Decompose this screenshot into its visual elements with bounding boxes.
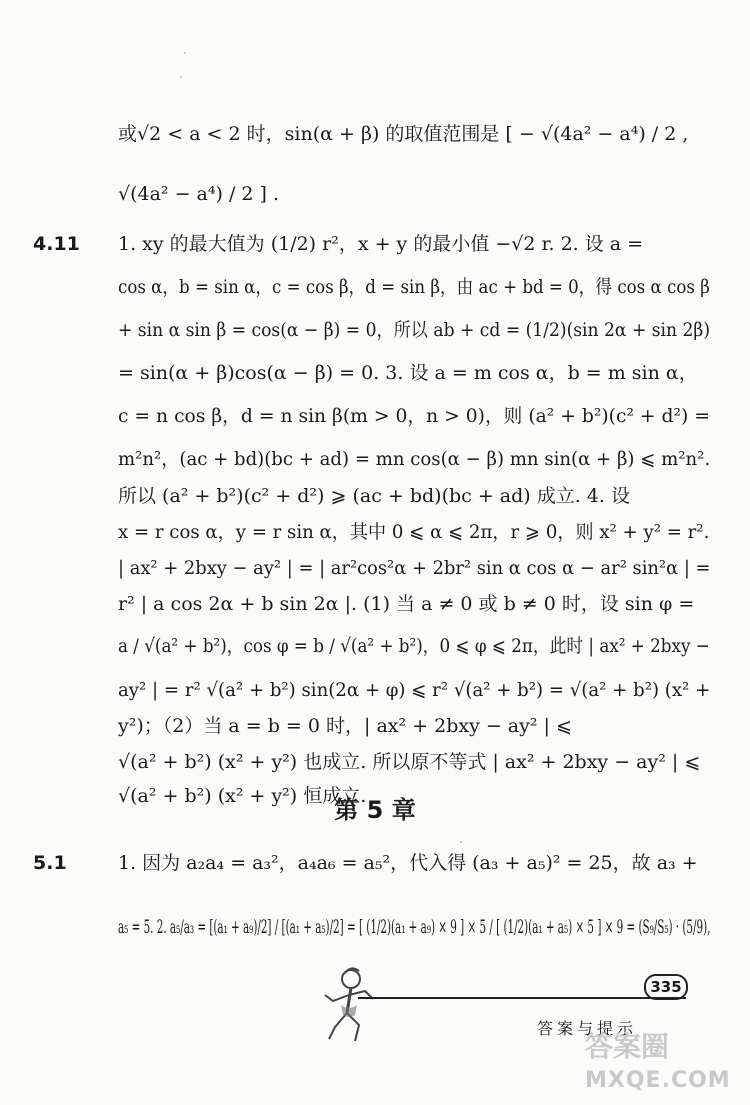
text-line: cos α，b = sin α，c = cos β，d = sin β，由 ac + bd = 0，得 cos α cos β: [118, 276, 710, 298]
text-line: x = r cos α，y = r sin α，其中 0 ⩽ α ⩽ 2π，r ⩾ 0，则 x² + y² = r².: [118, 521, 710, 543]
page-number: 335: [644, 974, 688, 1000]
watermark-logo: 答案圈 MXQE.COM: [585, 1030, 731, 1093]
section-number-5-1: 5.1: [33, 852, 67, 874]
print-speck: [184, 52, 186, 54]
section-number-4-11: 4.11: [33, 233, 80, 255]
text-line: c = n cos β，d = n sin β(m > 0，n > 0)，则 (a² + b²)(c² + d²) =: [118, 405, 710, 427]
text-line: √(a² + b²) (x² + y²) 恒成立.: [118, 785, 367, 807]
text-line: | ax² + 2bxy − ay² | = | ar²cos²α + 2br² sin α cos α − ar² sin²α | =: [118, 557, 711, 579]
footer-rule: [358, 997, 686, 999]
text-line: 或√2 < a < 2 时，sin(α + β) 的取值范围是 [ − √(4a² − a⁴) / 2 ,: [118, 123, 689, 145]
text-line: m²n²，(ac + bd)(bc + ad) = mn cos(α − β) mn sin(α + β) ⩽ m²n².: [118, 448, 711, 470]
footer-section-label: 答案与提示: [537, 1019, 638, 1038]
text-line: ay² | = r² √(a² + b²) sin(2α + φ) ⩽ r² √(a² + b²) = √(a² + b²) (x² +: [118, 679, 711, 701]
text-line: = sin(α + β)cos(α − β) = 0. 3. 设 a = m cos α，b = m sin α，: [118, 362, 698, 384]
text-line: √(4a² − a⁴) / 2 ] .: [118, 183, 280, 205]
text-line: 所以 (a² + b²)(c² + d²) ⩾ (ac + bd)(bc + ad) 成立. 4. 设: [118, 485, 630, 507]
chapter-title: 第 5 章: [334, 796, 416, 824]
text-line: r² | a cos 2α + b sin 2α |. (1) 当 a ≠ 0 或 b ≠ 0 时，设 sin φ =: [118, 593, 695, 615]
text-line: a / √(a² + b²)，cos φ = b / √(a² + b²)，0 ⩽ φ ⩽ 2π，此时 | ax² + 2bxy −: [118, 635, 710, 657]
text-line: y²)；（2）当 a = b = 0 时，| ax² + 2bxy − ay² | ⩽: [118, 715, 572, 737]
print-speck: [460, 841, 462, 843]
text-line: 1. xy 的最大值为 (1/2) r²，x + y 的最小值 −√2 r. 2. 设 a =: [118, 233, 644, 255]
text-line: a₅ = 5. 2. a₅/a₃ = [(a₁ + a₉)/2] / [(a₁ + a₅)/2] = [ (1/2)(a₁ + a₉) × 9 ] × 5 / [ (1/2)(a₁ + a₅) × 5 ] × 9 = (S₉/S₅) · (5/9),: [118, 916, 711, 938]
text-line: + sin α sin β = cos(α − β) = 0，所以 ab + cd = (1/2)(sin 2α + sin 2β): [118, 319, 711, 341]
print-speck: [180, 76, 182, 78]
text-line: √(a² + b²) (x² + y²) 也成立. 所以原不等式 | ax² + 2bxy − ay² | ⩽: [118, 751, 701, 773]
text-line: 1. 因为 a₂a₄ = a₃²，a₄a₆ = a₅²，代入得 (a₃ + a₅)² = 25，故 a₃ +: [118, 852, 698, 874]
running-figure-icon: [315, 965, 385, 1045]
